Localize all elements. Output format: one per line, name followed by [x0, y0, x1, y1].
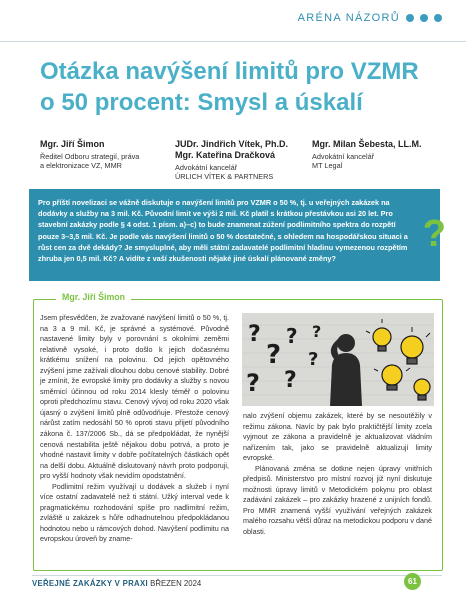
author-name: JUDr. Jindřich Vítek, Ph.D. — [175, 139, 289, 149]
author-role-line: Ředitel Odboru strategií, práva — [40, 152, 140, 161]
svg-text:?: ? — [308, 349, 319, 370]
author-role-line: ÚRLICH VÍTEK & PARTNERS — [175, 172, 274, 182]
footer — [32, 579, 201, 588]
dot-icon — [434, 14, 442, 22]
magazine-name-part: V PRAXI — [114, 579, 148, 588]
title-line-1: Otázka navýšení limitů pro VZMR — [40, 58, 419, 85]
thinking-man-illustration-icon — [242, 313, 434, 406]
paragraph: Podlimitní režim využívají u dodávek a služeb i nyní více ostatní zadavatelé než ti státní. Užký interval vede k pragmatickému rozhodování spíše pro nadlimitní režim, zvláště u zakázek s hůře odhadnutelnou předpokládanou hodnotou nebo u rámcových dohod. Navýšení podlimitu na evropskou úroveň by zname- — [40, 481, 229, 544]
paragraph: Plánovaná změna se dotkne nejen úpravy vnitřních předpisů. Ministerstvo pro místní rozvoj již nyní diskutuje možnosti úpravy limitů v Metodickém pokynu pro oblast zadávání zakázek – pro zakázky hrazené z unijních fondů. Pro MMR znamená vyšší využívání veřejných zakázek malého rozsahu větší důraz na metodickou podporu v dané oblasti. — [243, 463, 432, 537]
author-name: Mgr. Kateřina Dračková — [175, 150, 276, 160]
svg-text:?: ? — [284, 368, 297, 393]
dot-icon — [406, 14, 414, 22]
footer-divider — [32, 575, 442, 576]
section-header — [298, 12, 442, 24]
author-name: Mgr. Jiří Šimon — [40, 139, 105, 149]
paragraph: nalo zvýšení objemu zakázek, které by se nesoutěžily v režimu zákona. Navíc by pak bylo praktičtější limity zcela vyjmout ze zákona a pravidelně je aktualizovat vládním nařízením tak, jako se pravidelně aktualizují limity evropské. — [243, 411, 432, 463]
paragraph: Jsem přesvědčen, že zvažované navýšení limitů o 50 %, tj. na 3 a 9 mil. Kč, je správné a systémové. Původně nastavené limity byly v porovnání s okolními zeměmi relativně vysoké, i proto došlo k jejich dočasnému krátkému snížení na polovinu. Od jejich opětovného zvýšení jsme zažívali dlouhou dobu cenové stability. Dobré je zmínit, že evropské limity pro dodávky a služby s novou směrnicí účinnou od roku 2014 klesly téměř o polovinu oproti předchozímu stavu. Cenový vývoj od roku 2020 však újasný o zvýšení limitů plně odůvodňuje. Přestože cenový nárůst zatím nedosáhl 50 % oproti stavu přijetí původního zákona č. 137/2006 Sb., dá se předpokládat, že nynější cenová nestabilita ještě nějakou dobu potrvá, a proto je vhodné nastavit limity v dobře počítatelných částkách opět na delší dobu. Aktuálně diskutovaný návrh proto podporuji, pro vyšší hodnoty však nevidím opodstatnění. — [40, 313, 229, 481]
author-role-line: Advokátní kancelář — [312, 152, 375, 161]
article-author-label: Mgr. Jiří Šimon — [56, 292, 131, 302]
dot-icon — [420, 14, 428, 22]
intro-box — [29, 189, 446, 281]
header-divider — [0, 41, 466, 42]
svg-text:?: ? — [312, 322, 322, 341]
issue-date: BŘEZEN 2024 — [150, 579, 202, 588]
author-role-line: MT Legal — [312, 161, 343, 171]
title-line-2: o 50 procent: Smysl a úskalí — [40, 89, 363, 116]
author-3 — [312, 139, 442, 170]
author-role-line: a elektronizace VZ, MMR — [40, 161, 122, 171]
page-number: 61 — [404, 573, 421, 590]
svg-text:?: ? — [266, 340, 282, 370]
svg-text:?: ? — [246, 369, 260, 397]
intro-text: Pro příští novelizaci se vážně diskutuje o navýšení limitů pro VZMR o 50 %, tj. u veřejných zakázek na dodávky a služby na 3 mil. Kč. Původní limit ve výši 2 mil. Kč platil s krátkou přestávkou asi 20 let. Pro stavební zakázky podle § 4 odst. 1 písm. a)–c) to bude znamenat zúžení podlimitního spektra do rozpětí pouze 3–3,5 mil. Kč. Je podle vás navýšení limitů o 50 % dostatečné, s ohledem na hospodářskou situaci a růst cen za dvě dekády? Je smysluplné, aby měli státní zadavatelé podlimitní hladinu vymezenou rozpětím zhruba jen 0,5 mil. Kč? A vidíte z vaší zkušenosti nějaké jiné úskalí plánované změny? — [38, 198, 408, 264]
article-column-2 — [243, 411, 432, 538]
svg-text:?: ? — [286, 324, 298, 348]
magazine-name — [32, 579, 148, 588]
question-mark-icon: ? — [422, 213, 446, 255]
author-role-line: Advokátní kancelář — [175, 163, 238, 172]
article-title — [40, 56, 440, 118]
author-1 — [40, 139, 170, 170]
author-name: Mgr. Milan Šebesta, LL.M. — [312, 139, 422, 149]
svg-text:?: ? — [248, 322, 261, 347]
article-column-1 — [40, 313, 229, 545]
section-label: ARÉNA NÁZORŮ — [297, 12, 400, 24]
magazine-name-part: VEŘEJNÉ ZAKÁZKY — [32, 579, 113, 588]
author-2 — [175, 139, 315, 181]
